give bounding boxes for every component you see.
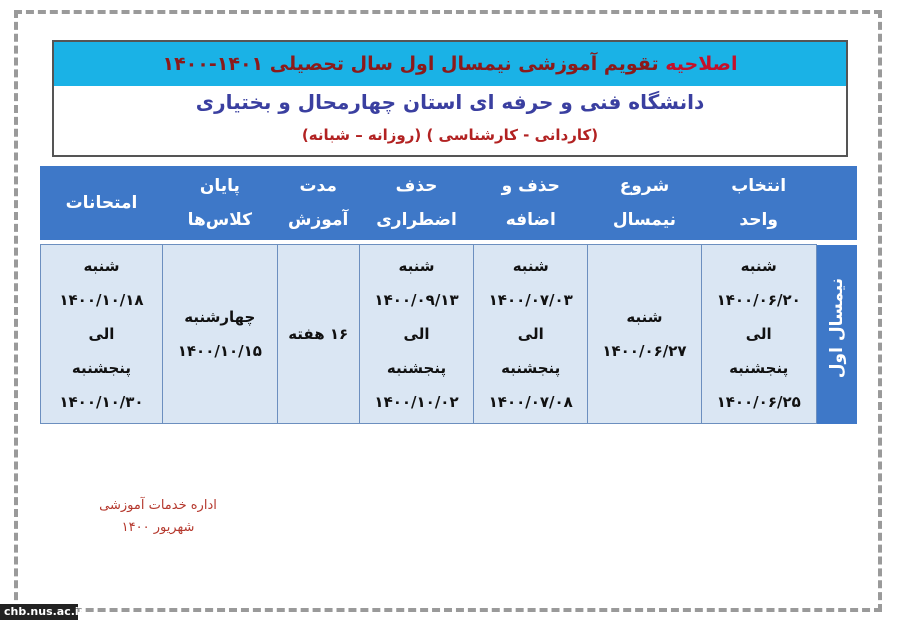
cell-exams: شنبه ۱۴۰۰/۱۰/۱۸ الی پنجشنبه ۱۴۰۰/۱۰/۳۰ <box>41 245 163 424</box>
col-header-enrollment: انتخاب واحد <box>701 166 816 240</box>
col-header-exams: امتحانات <box>41 166 163 240</box>
corner-cell <box>816 166 857 240</box>
title-text: تقویم آموزشی نیمسال اول سال تحصیلی ۱۴۰۱-۱۴۰۰ <box>162 53 659 75</box>
col-header-add-drop: حذف و اضافه <box>474 166 588 240</box>
cell-emergency-drop: شنبه ۱۴۰۰/۰۹/۱۳ الی پنجشنبه ۱۴۰۰/۱۰/۰۲ <box>359 245 474 424</box>
cell-semester-start: شنبه ۱۴۰۰/۰۶/۲۷ <box>588 245 702 424</box>
col-header-duration: مدت آموزش <box>277 166 359 240</box>
cell-duration: ۱۶ هفته <box>277 245 359 424</box>
cell-enrollment: شنبه ۱۴۰۰/۰۶/۲۰ الی پنجشنبه ۱۴۰۰/۰۶/۲۵ <box>701 245 816 424</box>
signature-date: شهریور ۱۴۰۰ <box>121 520 195 535</box>
cell-classes-end: چهارشنبه ۱۴۰۰/۱۰/۱۵ <box>162 245 277 424</box>
header-row <box>41 166 858 240</box>
row-label: نیمسال اول <box>826 277 847 379</box>
col-header-classes-end: پایان کلاس‌ها <box>162 166 277 240</box>
col-header-emergency-drop: حذف اضطراری <box>359 166 474 240</box>
table-row <box>41 245 858 424</box>
office-name: اداره خدمات آموزشی <box>99 498 217 513</box>
program-subtitle: (کاردانی - کارشناسی ) (روزانه – شبانه) <box>301 126 599 144</box>
schedule-table <box>40 166 857 424</box>
header-box <box>52 40 848 157</box>
col-header-semester-start: شروع نیمسال <box>588 166 702 240</box>
site-watermark: chb.nus.ac.ir <box>0 604 78 620</box>
university-title: دانشگاه فنی و حرفه ای استان چهارمحال و بختیاری <box>195 90 705 114</box>
office-signature <box>88 495 228 539</box>
title-highlight: اصلاحیه <box>665 53 738 75</box>
row-label-cell <box>816 245 857 424</box>
calendar-title <box>54 42 846 86</box>
cell-add-drop: شنبه ۱۴۰۰/۰۷/۰۳ الی پنجشنبه ۱۴۰۰/۰۷/۰۸ <box>474 245 588 424</box>
